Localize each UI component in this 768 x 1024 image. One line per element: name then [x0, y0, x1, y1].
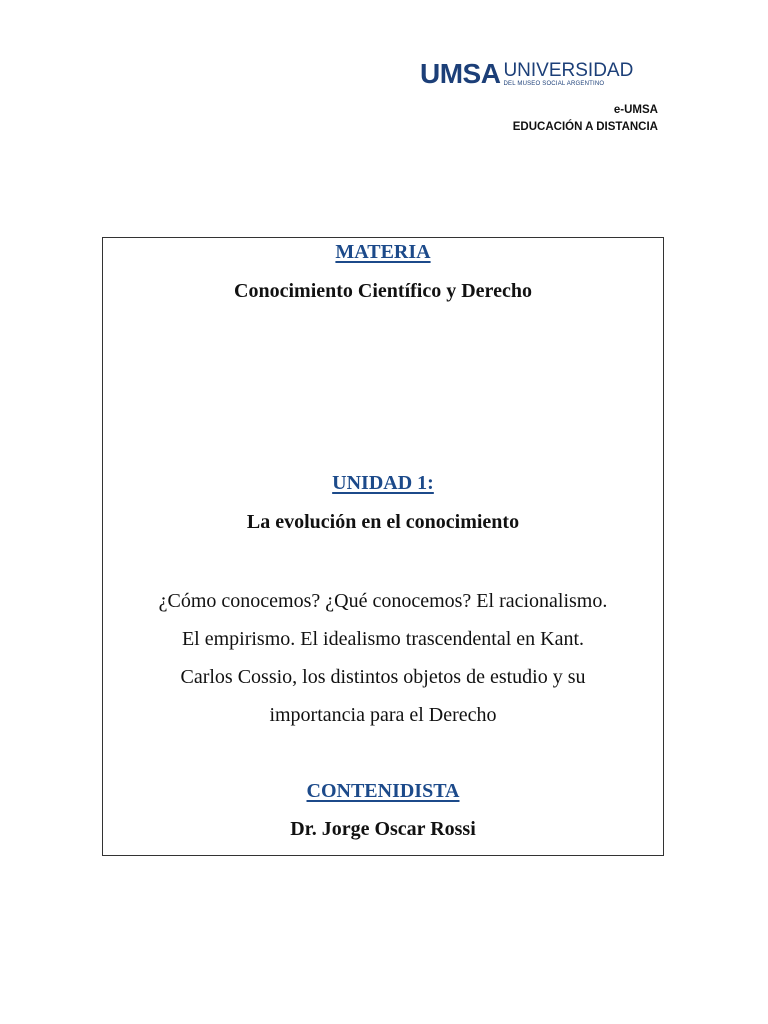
- logo-subtitle-text: DEL MUSEO SOCIAL ARGENTINO: [503, 81, 605, 87]
- contenidista-name: Dr. Jorge Oscar Rossi: [290, 818, 476, 840]
- program-mode: EDUCACIÓN A DISTANCIA: [512, 121, 658, 133]
- logo-umsa-text: UMSA: [420, 58, 501, 89]
- unidad-label: UNIDAD 1:: [332, 472, 434, 494]
- program-name: e-UMSA: [613, 104, 658, 116]
- logo-right-block: [503, 61, 633, 88]
- course-info-box: [102, 237, 664, 856]
- unidad-description-line-2: El empirismo. El idealismo trascendental en Kant.: [181, 628, 585, 650]
- unidad-description-line-4: importancia para el Derecho: [269, 704, 497, 726]
- unidad-description-line-3: Carlos Cossio, los distintos objetos de estudio y su: [180, 666, 586, 688]
- umsa-logo: [420, 58, 633, 90]
- logo-universidad-text: UNIVERSIDAD: [503, 60, 634, 81]
- materia-title: Conocimiento Científico y Derecho: [234, 280, 532, 302]
- unidad-description-line-1: ¿Cómo conocemos? ¿Qué conocemos? El racionalismo.: [158, 590, 608, 612]
- contenidista-label: CONTENIDISTA: [306, 780, 460, 802]
- unidad-title: La evolución en el conocimiento: [246, 511, 520, 533]
- program-header: [513, 102, 658, 136]
- materia-label: MATERIA: [335, 241, 431, 263]
